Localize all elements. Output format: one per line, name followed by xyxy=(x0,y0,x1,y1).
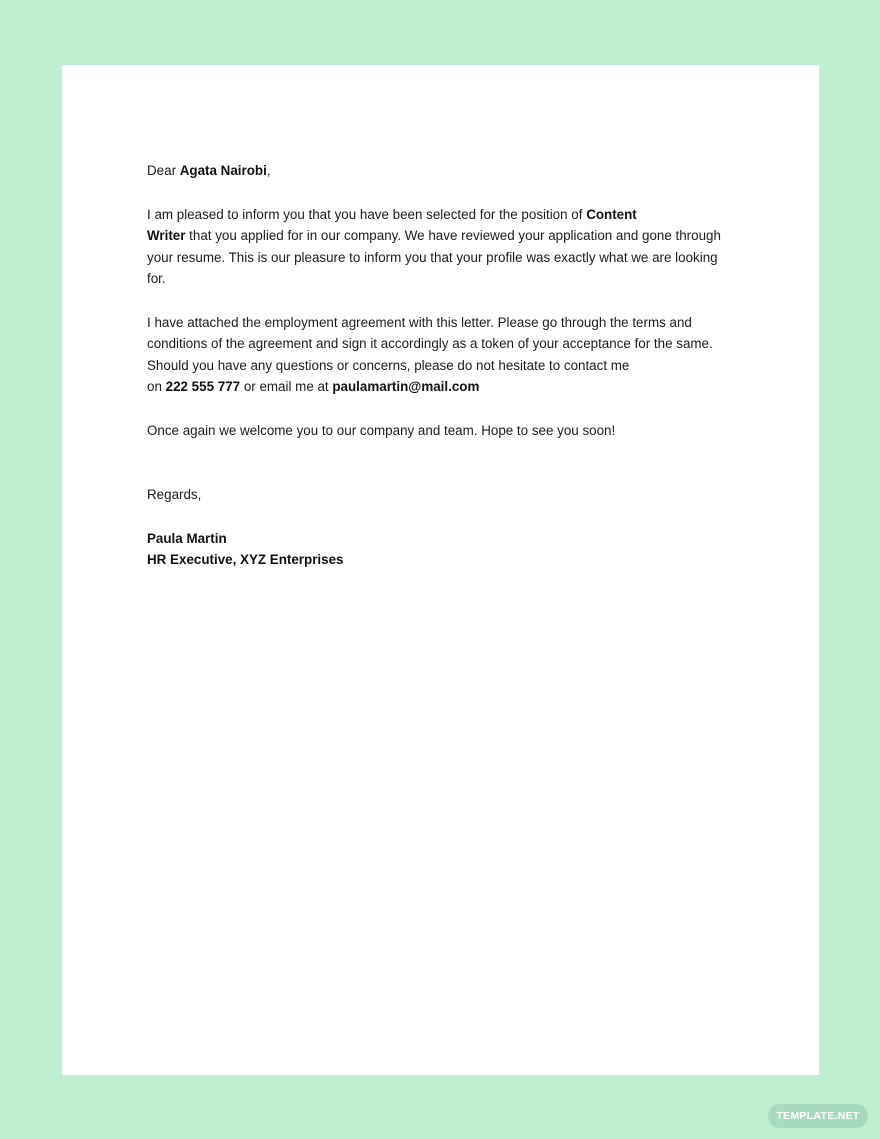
salutation xyxy=(147,160,737,182)
contact-phone: 222 555 777 xyxy=(165,379,241,394)
signature-title: HR Executive, XYZ Enterprises xyxy=(147,552,344,567)
contact-on: on xyxy=(147,379,166,394)
position-title-part2: Writer xyxy=(147,228,186,243)
salutation-suffix: , xyxy=(266,163,271,178)
paragraph-selection xyxy=(147,204,737,290)
recipient-name: Agata Nairobi xyxy=(179,163,267,178)
salutation-prefix: Dear xyxy=(147,163,180,178)
paragraph-welcome: Once again we welcome you to our company and team. Hope to see you soon! xyxy=(147,422,616,438)
contact-email: paulamartin@mail.com xyxy=(332,379,480,394)
letter-page xyxy=(62,65,819,1075)
signature-name: Paula Martin xyxy=(147,530,227,546)
position-title-part1: Content xyxy=(586,206,637,222)
letter-body xyxy=(147,160,737,571)
paragraph-agreement xyxy=(147,312,737,398)
template-net-badge[interactable]: TEMPLATE.NET xyxy=(768,1104,868,1128)
paragraph-selection-intro: I am pleased to inform you that you have been selected for the position of xyxy=(147,206,587,222)
closing-regards: Regards, xyxy=(147,487,202,502)
contact-email-prefix: or email me at xyxy=(240,379,333,394)
paragraph-agreement-text: I have attached the employment agreement with this letter. Please go through the terms and conditions of the agreement and sign it accordingly as a token of your acceptance for the same. Should you have any questions or concerns, please do not hesitate to contact me xyxy=(147,314,713,373)
paragraph-selection-rest: that you applied for in our company. We have reviewed your application and gone through your resume. This is our pleasure to inform you that your profile was exactly what we are looking for. xyxy=(147,228,721,286)
